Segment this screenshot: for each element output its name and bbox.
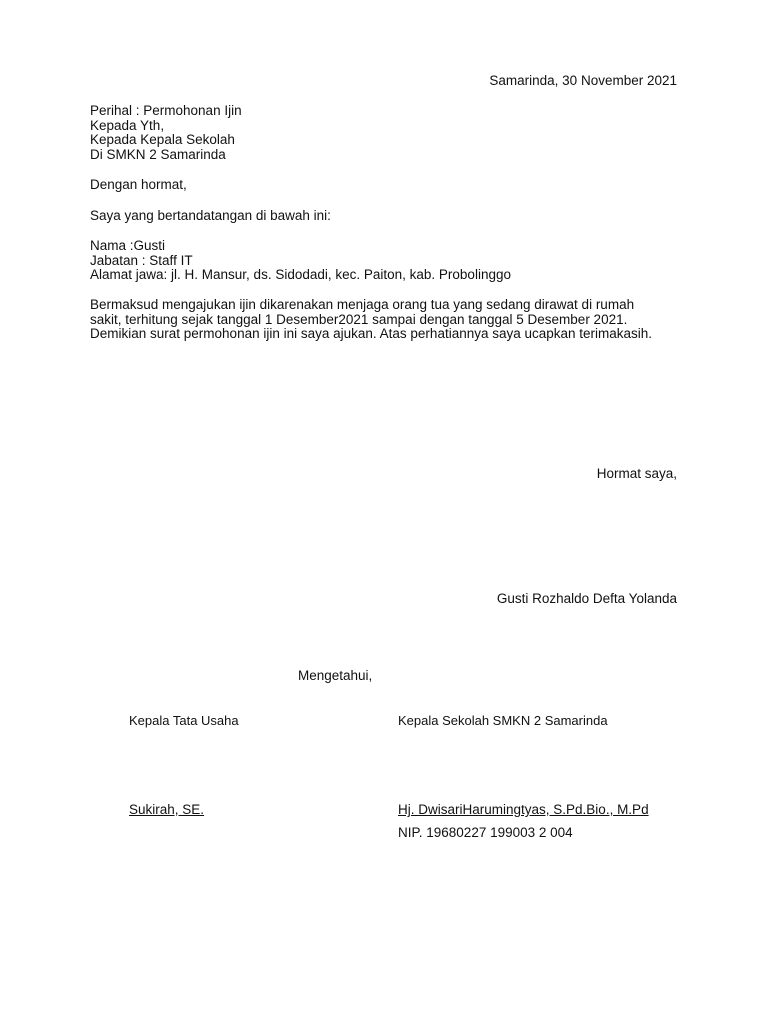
approver-right-name: Hj. DwisariHarumingtyas, S.Pd.Bio., M.Pd xyxy=(398,802,649,817)
subject-block xyxy=(90,104,242,162)
identity-block xyxy=(90,239,511,283)
identity-position: Jabatan : Staff IT xyxy=(90,252,193,268)
identity-name: Nama :Gusti xyxy=(90,238,166,253)
greeting: Dengan hormat, xyxy=(90,177,187,192)
intro-line: Saya yang bertandatangan di bawah ini: xyxy=(90,208,331,223)
closing: Hormat saya, xyxy=(596,466,677,481)
approver-left-name: Sukirah, SE. xyxy=(129,802,205,817)
signer-name: Gusti Rozhaldo Defta Yolanda xyxy=(496,591,677,606)
approver-right-nip: NIP. 19680227 199003 2 004 xyxy=(398,825,573,840)
acknowledged-label: Mengetahui, xyxy=(298,668,373,683)
recipient-title: Kepada Kepala Sekolah xyxy=(90,132,235,147)
approver-right-title: Kepala Sekolah SMKN 2 Samarinda xyxy=(398,713,608,728)
identity-address: Alamat jawa: jl. H. Mansur, ds. Sidodadi, kec. Paiton, kab. Probolinggo xyxy=(90,267,511,282)
place-date: Samarinda, 30 November 2021 xyxy=(489,73,677,88)
body-paragraph: Bermaksud mengajukan ijin dikarenakan menjaga orang tua yang sedang dirawat di rumah sakit, terhitung sejak tanggal 1 Desember2021 sampai dengan tanggal 5 Desember 2021. Demikian surat permohonan ijin ini saya ajukan. Atas perhatiannya saya ucapkan terimakasih. xyxy=(90,297,653,341)
recipient-location: Di SMKN 2 Samarinda xyxy=(90,146,226,162)
approver-left-title: Kepala Tata Usaha xyxy=(129,713,239,728)
recipient-salutation: Kepada Yth, xyxy=(90,117,165,133)
subject-line: Perihal : Permohonan Ijin xyxy=(90,103,242,118)
